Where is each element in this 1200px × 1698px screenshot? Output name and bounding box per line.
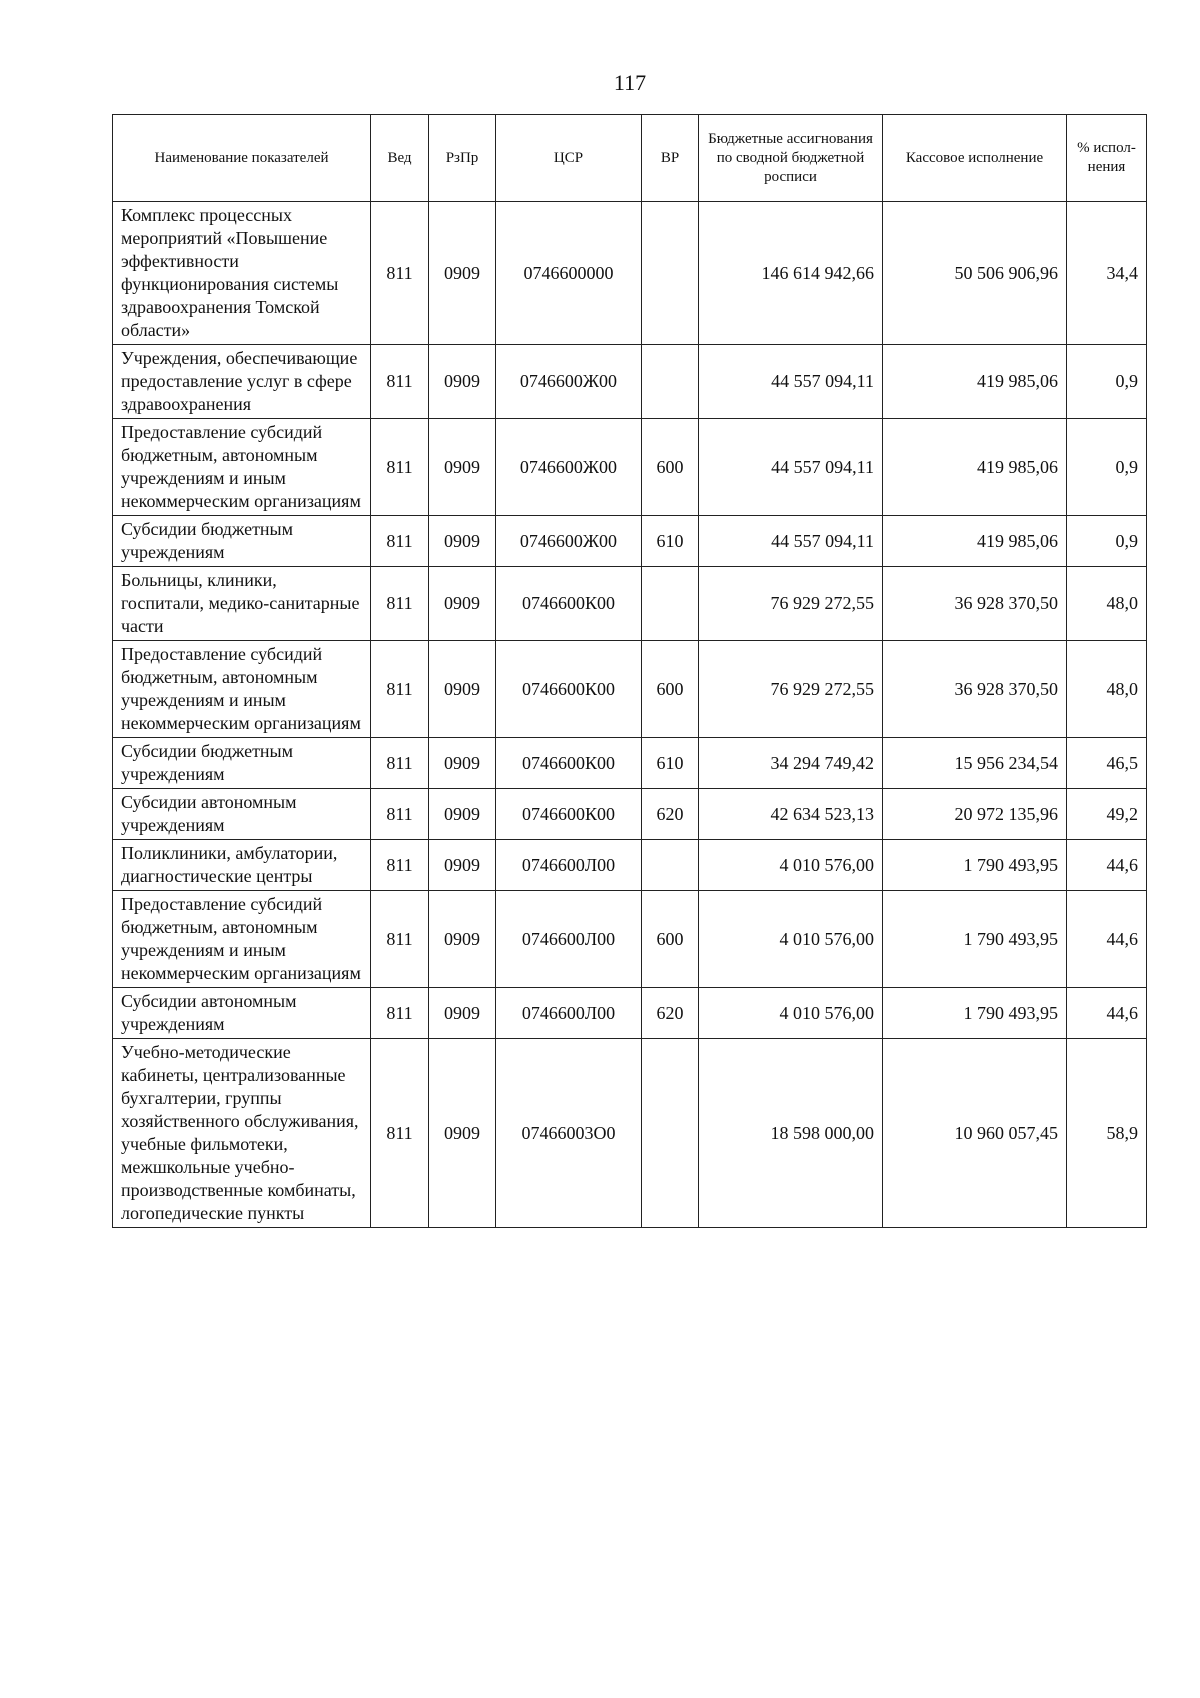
table-row: [113, 738, 1147, 789]
cell-percent: 58,9: [1067, 1039, 1147, 1228]
cell-csr: 0746600000: [496, 202, 642, 345]
cell-cash: 20 972 135,96: [883, 789, 1067, 840]
cell-percent: 0,9: [1067, 516, 1147, 567]
cell-name: Предоставление субсидий бюджетным, автономным учреждениям и иным некоммерческим организациям: [113, 891, 371, 988]
header-budget: Бюджетные ассигнования по сводной бюджетной росписи: [699, 115, 883, 202]
table-row: [113, 840, 1147, 891]
cell-csr: 0746600К00: [496, 789, 642, 840]
cell-ved: 811: [371, 419, 429, 516]
cell-vr: 600: [642, 641, 699, 738]
cell-budget: 34 294 749,42: [699, 738, 883, 789]
cell-name: Больницы, клиники, госпитали, медико-санитарные части: [113, 567, 371, 641]
cell-percent: 48,0: [1067, 641, 1147, 738]
header-name: Наименование показателей: [113, 115, 371, 202]
budget-execution-table: [112, 114, 1147, 1228]
cell-cash: 15 956 234,54: [883, 738, 1067, 789]
table-row: [113, 202, 1147, 345]
cell-name: Предоставление субсидий бюджетным, автономным учреждениям и иным некоммерческим организациям: [113, 419, 371, 516]
header-percent: % испол-нения: [1067, 115, 1147, 202]
table-header-row: [113, 115, 1147, 202]
cell-budget: 42 634 523,13: [699, 789, 883, 840]
table-row: [113, 988, 1147, 1039]
cell-percent: 46,5: [1067, 738, 1147, 789]
cell-percent: 0,9: [1067, 345, 1147, 419]
cell-csr: 0746600Ж00: [496, 516, 642, 567]
cell-vr: 600: [642, 419, 699, 516]
cell-cash: 1 790 493,95: [883, 891, 1067, 988]
cell-cash: 419 985,06: [883, 516, 1067, 567]
cell-csr: 0746600Л00: [496, 840, 642, 891]
cell-csr: 0746600К00: [496, 567, 642, 641]
table-body: [113, 202, 1147, 1228]
header-csr: ЦСР: [496, 115, 642, 202]
cell-percent: 44,6: [1067, 891, 1147, 988]
cell-ved: 811: [371, 891, 429, 988]
cell-ved: 811: [371, 1039, 429, 1228]
cell-ved: 811: [371, 202, 429, 345]
cell-vr: [642, 345, 699, 419]
cell-cash: 419 985,06: [883, 419, 1067, 516]
cell-name: Предоставление субсидий бюджетным, автономным учреждениям и иным некоммерческим организациям: [113, 641, 371, 738]
cell-csr: 0746600К00: [496, 738, 642, 789]
cell-budget: 76 929 272,55: [699, 567, 883, 641]
cell-rzpr: 0909: [429, 516, 496, 567]
table-row: [113, 516, 1147, 567]
table-row: [113, 567, 1147, 641]
cell-ved: 811: [371, 988, 429, 1039]
header-rzpr: РзПр: [429, 115, 496, 202]
cell-vr: 610: [642, 516, 699, 567]
cell-name: Субсидии автономным учреждениям: [113, 988, 371, 1039]
cell-budget: 4 010 576,00: [699, 988, 883, 1039]
table-row: [113, 641, 1147, 738]
cell-rzpr: 0909: [429, 840, 496, 891]
cell-csr: 0746600Л00: [496, 988, 642, 1039]
header-cash: Кассовое исполнение: [883, 115, 1067, 202]
table-row: [113, 1039, 1147, 1228]
cell-cash: 36 928 370,50: [883, 567, 1067, 641]
cell-rzpr: 0909: [429, 567, 496, 641]
cell-name: Учебно-методические кабинеты, централизованные бухгалтерии, группы хозяйственного обслуживания, учебные фильмотеки, межшкольные учебно-производственные комбинаты, логопедические пункты: [113, 1039, 371, 1228]
cell-ved: 811: [371, 516, 429, 567]
cell-ved: 811: [371, 567, 429, 641]
cell-name: Субсидии бюджетным учреждениям: [113, 738, 371, 789]
cell-ved: 811: [371, 789, 429, 840]
cell-cash: 1 790 493,95: [883, 840, 1067, 891]
table-row: [113, 891, 1147, 988]
header-ved: Вед: [371, 115, 429, 202]
cell-cash: 10 960 057,45: [883, 1039, 1067, 1228]
cell-budget: 44 557 094,11: [699, 345, 883, 419]
cell-name: Учреждения, обеспечивающие предоставление услуг в сфере здравоохранения: [113, 345, 371, 419]
cell-cash: 36 928 370,50: [883, 641, 1067, 738]
table-row: [113, 345, 1147, 419]
cell-rzpr: 0909: [429, 988, 496, 1039]
cell-rzpr: 0909: [429, 419, 496, 516]
cell-ved: 811: [371, 738, 429, 789]
cell-name: Субсидии бюджетным учреждениям: [113, 516, 371, 567]
cell-csr: 0746600Ж00: [496, 345, 642, 419]
cell-csr: 0746600Ж00: [496, 419, 642, 516]
cell-ved: 811: [371, 840, 429, 891]
cell-rzpr: 0909: [429, 789, 496, 840]
cell-vr: 610: [642, 738, 699, 789]
cell-budget: 18 598 000,00: [699, 1039, 883, 1228]
header-vr: ВР: [642, 115, 699, 202]
cell-budget: 4 010 576,00: [699, 891, 883, 988]
cell-percent: 48,0: [1067, 567, 1147, 641]
cell-vr: 620: [642, 789, 699, 840]
cell-rzpr: 0909: [429, 345, 496, 419]
page-number: 117: [613, 70, 647, 95]
cell-budget: 4 010 576,00: [699, 840, 883, 891]
cell-percent: 34,4: [1067, 202, 1147, 345]
cell-cash: 50 506 906,96: [883, 202, 1067, 345]
cell-rzpr: 0909: [429, 202, 496, 345]
table-row: [113, 789, 1147, 840]
cell-name: Комплекс процессных мероприятий «Повышение эффективности функционирования системы здравоохранения Томской области»: [113, 202, 371, 345]
cell-name: Поликлиники, амбулатории, диагностические центры: [113, 840, 371, 891]
cell-rzpr: 0909: [429, 1039, 496, 1228]
cell-budget: 44 557 094,11: [699, 516, 883, 567]
cell-percent: 44,6: [1067, 988, 1147, 1039]
cell-vr: [642, 840, 699, 891]
cell-ved: 811: [371, 641, 429, 738]
cell-budget: 76 929 272,55: [699, 641, 883, 738]
cell-percent: 49,2: [1067, 789, 1147, 840]
table-row: [113, 419, 1147, 516]
cell-percent: 44,6: [1067, 840, 1147, 891]
cell-csr: 0746600К00: [496, 641, 642, 738]
cell-csr: 07466003О0: [496, 1039, 642, 1228]
cell-budget: 146 614 942,66: [699, 202, 883, 345]
cell-vr: [642, 567, 699, 641]
cell-ved: 811: [371, 345, 429, 419]
cell-cash: 419 985,06: [883, 345, 1067, 419]
cell-rzpr: 0909: [429, 891, 496, 988]
cell-vr: [642, 1039, 699, 1228]
cell-csr: 0746600Л00: [496, 891, 642, 988]
cell-vr: 620: [642, 988, 699, 1039]
cell-vr: [642, 202, 699, 345]
cell-budget: 44 557 094,11: [699, 419, 883, 516]
cell-percent: 0,9: [1067, 419, 1147, 516]
cell-name: Субсидии автономным учреждениям: [113, 789, 371, 840]
cell-rzpr: 0909: [429, 641, 496, 738]
cell-cash: 1 790 493,95: [883, 988, 1067, 1039]
cell-rzpr: 0909: [429, 738, 496, 789]
cell-vr: 600: [642, 891, 699, 988]
